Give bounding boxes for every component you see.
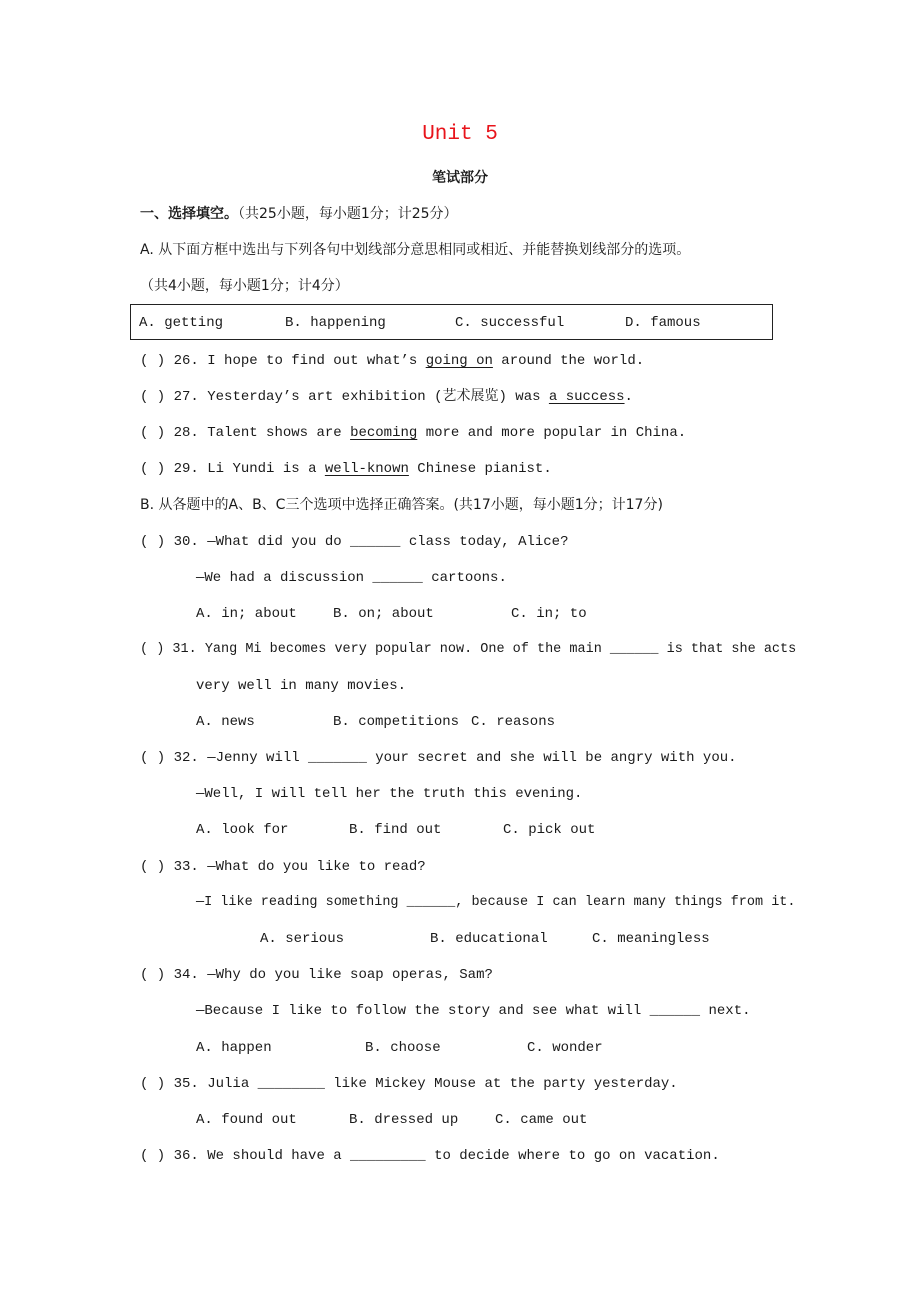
option-a: A. in; about (196, 606, 297, 622)
section-subtitle: 笔试部分 (432, 170, 488, 186)
question-text: 31. Yang Mi becomes very popular now. One of the main ______ is that she acts (172, 642, 797, 657)
section-heading (140, 205, 458, 223)
answer-bracket: ( ) (140, 389, 166, 405)
question-35 (140, 1075, 678, 1093)
question-30 (140, 533, 569, 551)
question-text-end: around the world. (492, 353, 645, 369)
question-text: Yesterday’s art exhibition (艺术展览) was (207, 389, 549, 405)
question-number: 29. (173, 461, 199, 477)
underlined-phrase: going on (425, 353, 493, 369)
box-option-b: B. happening (285, 315, 386, 331)
underlined-phrase: well-known (324, 461, 409, 477)
underlined-phrase: becoming (350, 425, 418, 441)
question-26 (140, 352, 644, 370)
option-b: B. choose (365, 1040, 441, 1056)
part-b-instruction: B. 从各题中的A、B、C三个选项中选择正确答案。(共17小题，每小题1分；计17分) (140, 497, 663, 513)
question-text-end: more and more popular in China. (417, 425, 687, 441)
answer-bracket: ( ) (140, 642, 165, 657)
option-b: B. competitions (333, 714, 460, 730)
question-36 (140, 1147, 720, 1165)
question-33-line2: —I like reading something ______, because I can learn many things from it. (196, 895, 796, 910)
question-text: 32. —Jenny will _______ your secret and she will be angry with you. (173, 750, 737, 766)
question-32 (140, 749, 737, 767)
question-32-line2: —Well, I will tell her the truth this evening. (196, 786, 583, 802)
question-30-line2: —We had a discussion ______ cartoons. (196, 570, 507, 586)
option-c: C. meaningless (592, 931, 710, 947)
question-28 (140, 424, 686, 442)
question-text: 33. —What do you like to read? (173, 859, 426, 875)
question-text-end: Chinese pianist. (408, 461, 552, 477)
option-b: B. dressed up (349, 1112, 459, 1128)
question-text: I hope to find out what’s (207, 353, 426, 369)
question-29 (140, 460, 552, 478)
question-31 (140, 641, 796, 659)
option-c: C. reasons (471, 714, 556, 730)
question-text: 35. Julia ________ like Mickey Mouse at the party yesterday. (173, 1076, 678, 1092)
part-a-instruction: A. 从下面方框中选出与下列各句中划线部分意思相同或相近、并能替换划线部分的选项。 (140, 242, 691, 258)
section-heading-note: （共25小题，每小题1分；计25分） (238, 206, 458, 222)
underlined-phrase: a success (548, 389, 625, 405)
option-b: B. on; about (333, 606, 434, 622)
answer-bracket: ( ) (140, 967, 166, 983)
question-text: Talent shows are (207, 425, 351, 441)
option-b: B. find out (349, 822, 442, 838)
page-title: Unit 5 (422, 123, 498, 146)
answer-bracket: ( ) (140, 750, 166, 766)
question-34-line2: —Because I like to follow the story and see what will ______ next. (196, 1003, 751, 1019)
answer-bracket: ( ) (140, 353, 166, 369)
answer-bracket: ( ) (140, 1148, 166, 1164)
option-c: C. came out (495, 1112, 588, 1128)
option-a: A. found out (196, 1112, 297, 1128)
question-text-end: . (624, 389, 633, 405)
question-text: 30. —What did you do ______ class today, Alice? (173, 534, 569, 550)
box-option-c: C. successful (455, 315, 565, 331)
question-33 (140, 858, 426, 876)
answer-bracket: ( ) (140, 859, 166, 875)
option-c: C. pick out (503, 822, 596, 838)
box-option-d: D. famous (625, 315, 701, 331)
answer-bracket: ( ) (140, 461, 166, 477)
answer-bracket: ( ) (140, 425, 166, 441)
question-text: 34. —Why do you like soap operas, Sam? (173, 967, 493, 983)
question-text: 36. We should have a _________ to decide where to go on vacation. (173, 1148, 720, 1164)
option-b: B. educational (430, 931, 548, 947)
option-a: A. look for (196, 822, 289, 838)
question-number: 28. (173, 425, 199, 441)
option-a: A. happen (196, 1040, 272, 1056)
word-option-box (130, 304, 773, 340)
question-number: 26. (173, 353, 199, 369)
option-c: C. wonder (527, 1040, 603, 1056)
question-31-line2: very well in many movies. (196, 678, 407, 694)
question-34 (140, 966, 493, 984)
part-a-instruction-note: （共4小题，每小题1分；计4分） (140, 278, 349, 294)
question-text: Li Yundi is a (207, 461, 325, 477)
question-number: 27. (173, 389, 199, 405)
option-c: C. in; to (511, 606, 587, 622)
answer-bracket: ( ) (140, 534, 166, 550)
question-27 (140, 388, 633, 406)
section-heading-label: 一、选择填空。 (140, 206, 238, 222)
answer-bracket: ( ) (140, 1076, 166, 1092)
box-option-a: A. getting (139, 315, 224, 331)
option-a: A. serious (260, 931, 345, 947)
option-a: A. news (196, 714, 255, 730)
